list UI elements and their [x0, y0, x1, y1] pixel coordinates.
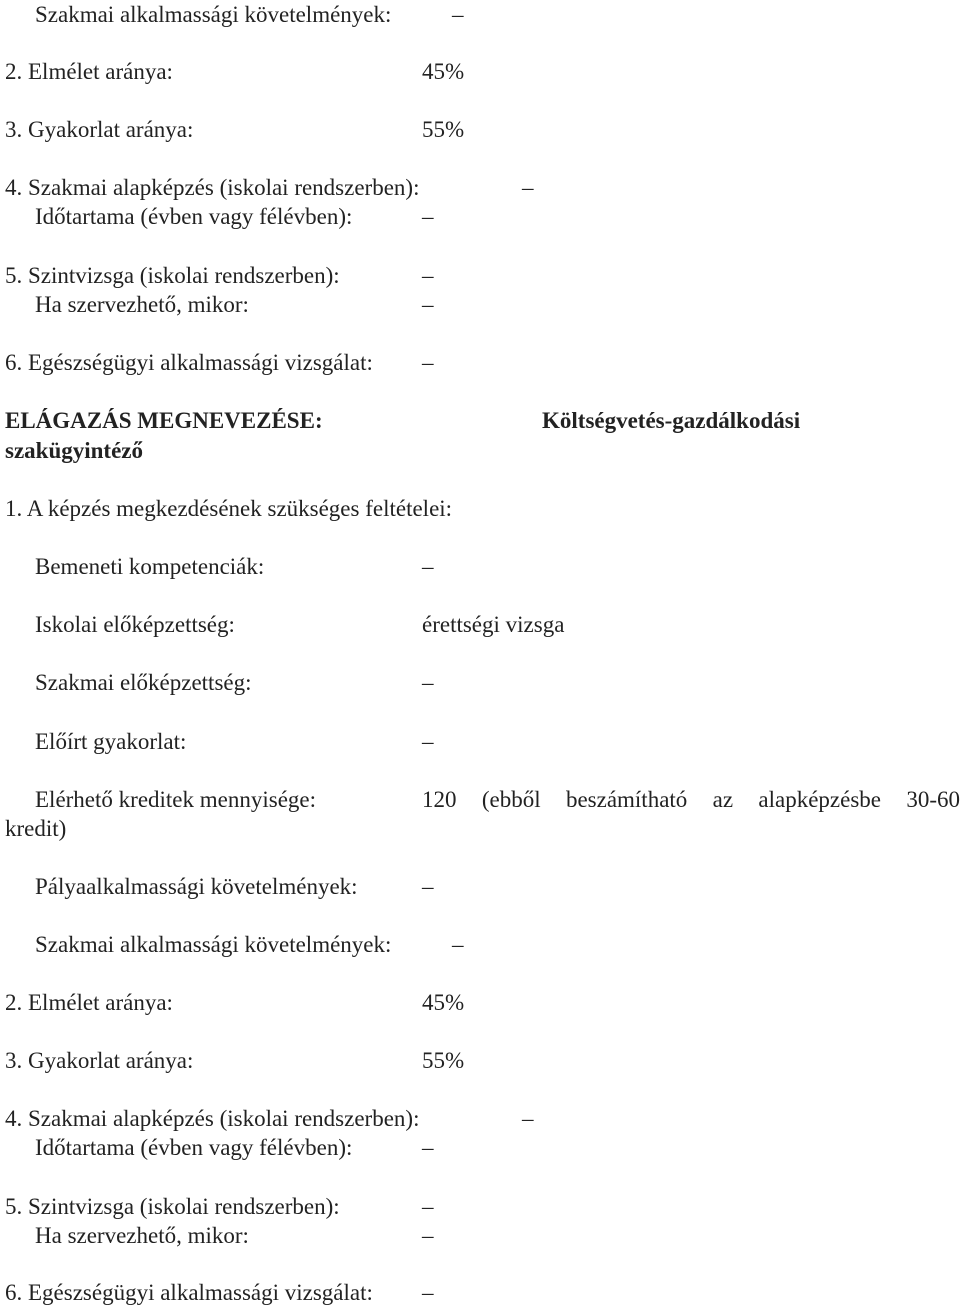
szakmai-alkalmassagi-value-2: –	[452, 932, 464, 957]
eloirt-gyakorlat-value: –	[422, 729, 434, 754]
palyaalkalmassagi-value: –	[422, 874, 434, 899]
szakmai-elokepzettseg-value: –	[422, 670, 434, 695]
szintvizsga-value: –	[422, 263, 434, 288]
bemeneti-label: Bemeneti kompetenciák:	[35, 554, 265, 579]
szakmai-alkalmassagi-value: –	[452, 2, 464, 27]
szakmai-alkalmassagi-label: Szakmai alkalmassági követelmények:	[35, 2, 392, 27]
idotartam-value-2: –	[422, 1135, 434, 1160]
ha-szervezheto-value: –	[422, 292, 434, 317]
gyakorlat-label: 3. Gyakorlat aránya:	[5, 117, 194, 142]
kredit-continuation: kredit)	[5, 816, 67, 841]
szakmai-alkalmassagi-label-2: Szakmai alkalmassági követelmények:	[35, 932, 392, 957]
kredit-value: 120 (ebből beszámítható az alapképzésbe 30-60	[422, 787, 960, 812]
gyakorlat-label-2: 3. Gyakorlat aránya:	[5, 1048, 194, 1073]
elmelet-label: 2. Elmélet aránya:	[5, 59, 173, 84]
section-title: 1. A képzés megkezdésének szükséges feltételei:	[5, 496, 453, 521]
elmelet-value: 45%	[422, 59, 465, 84]
iskolai-value: érettségi vizsga	[422, 612, 565, 637]
alapkepzes-value: –	[522, 175, 534, 200]
ha-szervezheto-value-2: –	[422, 1223, 434, 1248]
idotartam-value: –	[422, 204, 434, 229]
alapkepzes-label-2: 4. Szakmai alapképzés (iskolai rendszerben):	[5, 1106, 420, 1131]
ha-szervezheto-label-2: Ha szervezhető, mikor:	[35, 1223, 249, 1248]
idotartam-label-2: Időtartama (évben vagy félévben):	[35, 1135, 353, 1160]
bemeneti-value: –	[422, 554, 434, 579]
branch-heading-value: Költségvetés-gazdálkodási	[542, 408, 801, 433]
szakmai-elokepzettseg-label: Szakmai előképzettség:	[35, 670, 252, 695]
palyaalkalmassagi-label: Pályaalkalmassági követelmények:	[35, 874, 358, 899]
elmelet-value-2: 45%	[422, 990, 465, 1015]
szintvizsga-label-2: 5. Szintvizsga (iskolai rendszerben):	[5, 1194, 340, 1219]
alapkepzes-label: 4. Szakmai alapképzés (iskolai rendszerben):	[5, 175, 420, 200]
egeszsegugyi-label: 6. Egészségügyi alkalmassági vizsgálat:	[5, 350, 373, 375]
gyakorlat-value: 55%	[422, 117, 465, 142]
elmelet-label-2: 2. Elmélet aránya:	[5, 990, 173, 1015]
szintvizsga-label: 5. Szintvizsga (iskolai rendszerben):	[5, 263, 340, 288]
szintvizsga-value-2: –	[422, 1194, 434, 1219]
gyakorlat-value-2: 55%	[422, 1048, 465, 1073]
idotartam-label: Időtartama (évben vagy félévben):	[35, 204, 353, 229]
ha-szervezheto-label: Ha szervezhető, mikor:	[35, 292, 249, 317]
iskolai-label: Iskolai előképzettség:	[35, 612, 235, 637]
egeszsegugyi-label-2: 6. Egészségügyi alkalmassági vizsgálat:	[5, 1280, 373, 1305]
branch-heading-label: ELÁGAZÁS MEGNEVEZÉSE:	[5, 408, 323, 433]
branch-heading-continuation: szakügyintéző	[5, 438, 143, 463]
eloirt-gyakorlat-label: Előírt gyakorlat:	[35, 729, 187, 754]
kredit-label: Elérhető kreditek mennyisége:	[35, 787, 317, 812]
egeszsegugyi-value: –	[422, 350, 434, 375]
alapkepzes-value-2: –	[522, 1106, 534, 1131]
egeszsegugyi-value-2: –	[422, 1280, 434, 1305]
